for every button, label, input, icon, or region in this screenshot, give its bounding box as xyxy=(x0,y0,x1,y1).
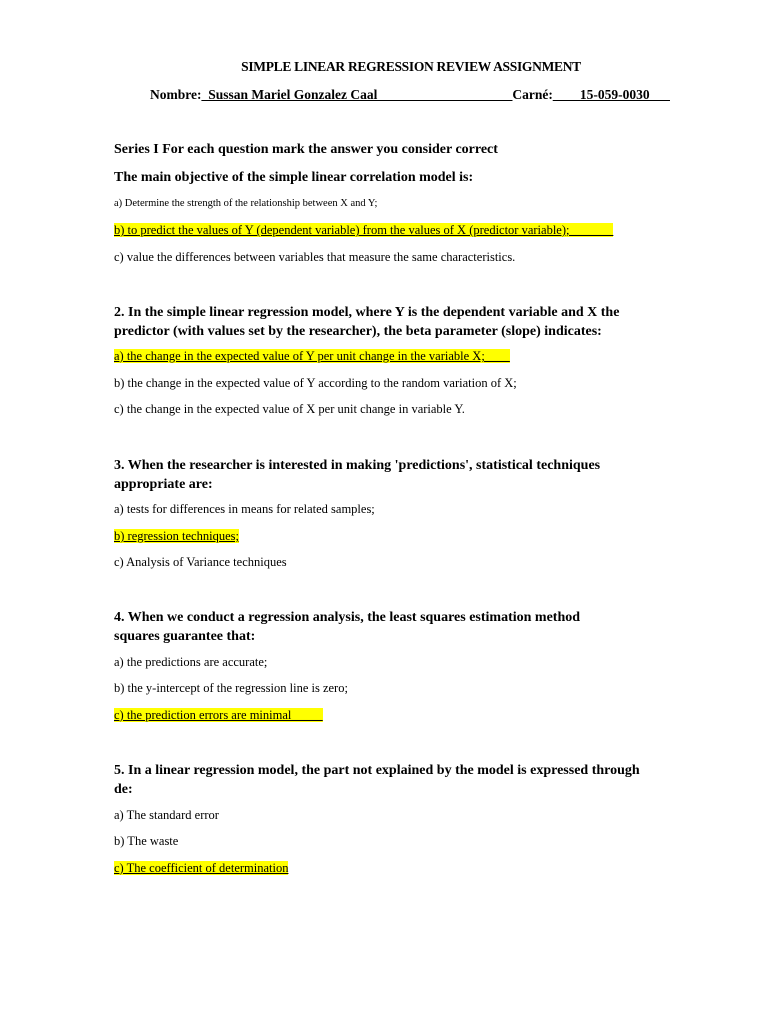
question-3-option-b-highlight: b) regression techniques; xyxy=(114,529,239,543)
question-5-option-b: b) The waste xyxy=(114,834,179,848)
question-3-option-b xyxy=(114,528,239,544)
question-5-text-line2: de: xyxy=(114,782,133,797)
question-4-option-b: b) the y-intercept of the regression line is zero; xyxy=(114,681,348,695)
question-5-option-a: a) The standard error xyxy=(114,808,219,822)
carne-label: Carné: xyxy=(512,87,553,102)
carne-value: ____15-059-0030___ xyxy=(552,87,670,102)
question-3-option-a: a) tests for differences in means for related samples; xyxy=(114,502,375,516)
question-5-option-c xyxy=(114,860,288,876)
question-3-text-line1: 3. When the researcher is interested in making 'predictions', statistical techniques xyxy=(114,458,601,473)
question-2-text-line2: predictor (with values set by the researcher), the beta parameter (slope) indicates: xyxy=(114,324,602,339)
question-4-option-c xyxy=(114,707,323,723)
question-4-option-c-highlight: c) the prediction errors are minimal_____ xyxy=(114,708,323,722)
name-value: _Sussan Mariel Gonzalez Caal____________________ xyxy=(201,87,513,102)
question-5-option-c-highlight: c) The coefficient of determination xyxy=(114,861,289,875)
question-1-option-b xyxy=(114,222,613,238)
question-3-text-line2: appropriate are: xyxy=(114,477,213,492)
question-1-option-c: c) value the differences between variables that measure the same characteristics. xyxy=(114,250,516,264)
question-2-option-a-highlight: a) the change in the expected value of Y per unit change in the variable X;____ xyxy=(114,349,510,363)
question-2-option-c: c) the change in the expected value of X per unit change in variable Y. xyxy=(114,402,465,416)
question-1-text: The main objective of the simple linear correlation model is: xyxy=(114,170,474,185)
question-2-option-a xyxy=(114,348,510,364)
question-1-option-b-highlight: b) to predict the values of Y (dependent variable) from the values of X (predictor variable);_______ xyxy=(114,223,614,237)
series-heading: Series I For each question mark the answer you consider correct xyxy=(114,142,498,157)
question-4-text-line1: 4. When we conduct a regression analysis, the least squares estimation method xyxy=(114,610,581,625)
question-1-option-a: a) Determine the strength of the relationship between X and Y; xyxy=(114,198,378,209)
document-title: SIMPLE LINEAR REGRESSION REVIEW ASSIGNMENT xyxy=(241,59,581,74)
question-4-option-a: a) the predictions are accurate; xyxy=(114,655,268,669)
question-2-option-b: b) the change in the expected value of Y according to the random variation of X; xyxy=(114,376,517,390)
question-4-text-line2: squares guarantee that: xyxy=(114,629,256,644)
question-5-text-line1: 5. In a linear regression model, the part not explained by the model is expressed through xyxy=(114,763,640,778)
question-3-option-c: c) Analysis of Variance techniques xyxy=(114,555,287,569)
name-label: Nombre: xyxy=(150,87,202,102)
student-info-line xyxy=(150,87,670,103)
question-2-text-line1: 2. In the simple linear regression model, where Y is the dependent variable and X the xyxy=(114,305,620,320)
